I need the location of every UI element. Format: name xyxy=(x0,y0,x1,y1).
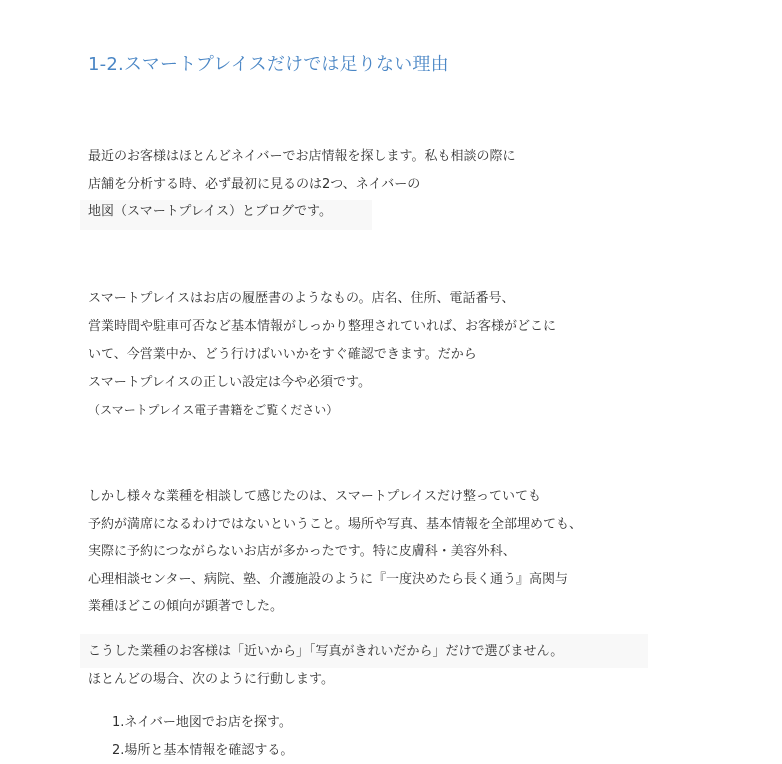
paragraph-2-line: いて、今営業中か、どう行けばいいかをすぐ確認できます。だから xyxy=(88,347,477,362)
section-heading: 1-2.スマートプレイスだけでは足りない理由 xyxy=(88,54,449,75)
paragraph-3-line: 業種ほどこの傾向が顕著でした。 xyxy=(88,599,284,614)
paragraph-1-line: 店舗を分析する時、必ず最初に見るのは2つ、ネイバーの xyxy=(88,177,421,192)
list-item: 1.ネイバー地図でお店を探す。 xyxy=(112,715,292,730)
paragraph-2-line: スマートプレイスはお店の履歴書のようなもの。店名、住所、電話番号、 xyxy=(88,291,515,306)
list-item: 2.場所と基本情報を確認する。 xyxy=(112,743,294,758)
paragraph-1-line: 最近のお客様はほとんどネイバーでお店情報を探します。私も相談の際に xyxy=(88,149,516,164)
paragraph-3-line: 心理相談センター、病院、塾、介護施設のように『一度決めたら長く通う』高関与 xyxy=(88,572,568,587)
paragraph-3-line: 予約が満席になるわけではないということ。場所や写真、基本情報を全部埋めても、 xyxy=(88,517,583,532)
paragraph-3-line: しかし様々な業種を相談して感じたのは、スマートプレイスだけ整っていても xyxy=(88,489,542,504)
paragraph-1-line: 地図（スマートプレイス）とブログです。 xyxy=(88,204,333,219)
paragraph-4-line: ほとんどの場合、次のように行動します。 xyxy=(88,672,334,687)
paragraph-3-line: 実際に予約につながらないお店が多かったです。特に皮膚科・美容外科、 xyxy=(88,544,516,559)
paragraph-4-line: こうした業種のお客様は「近いから」「写真がきれいだから」だけで選びません。 xyxy=(88,644,564,659)
paragraph-2-line: 営業時間や駐車可否など基本情報がしっかり整理されていれば、お客様がどこに xyxy=(88,319,557,334)
ebook-note: （スマートプレイス電子書籍をご覧ください） xyxy=(88,403,339,417)
paragraph-2-line: スマートプレイスの正しい設定は今や必須です。 xyxy=(88,375,372,390)
